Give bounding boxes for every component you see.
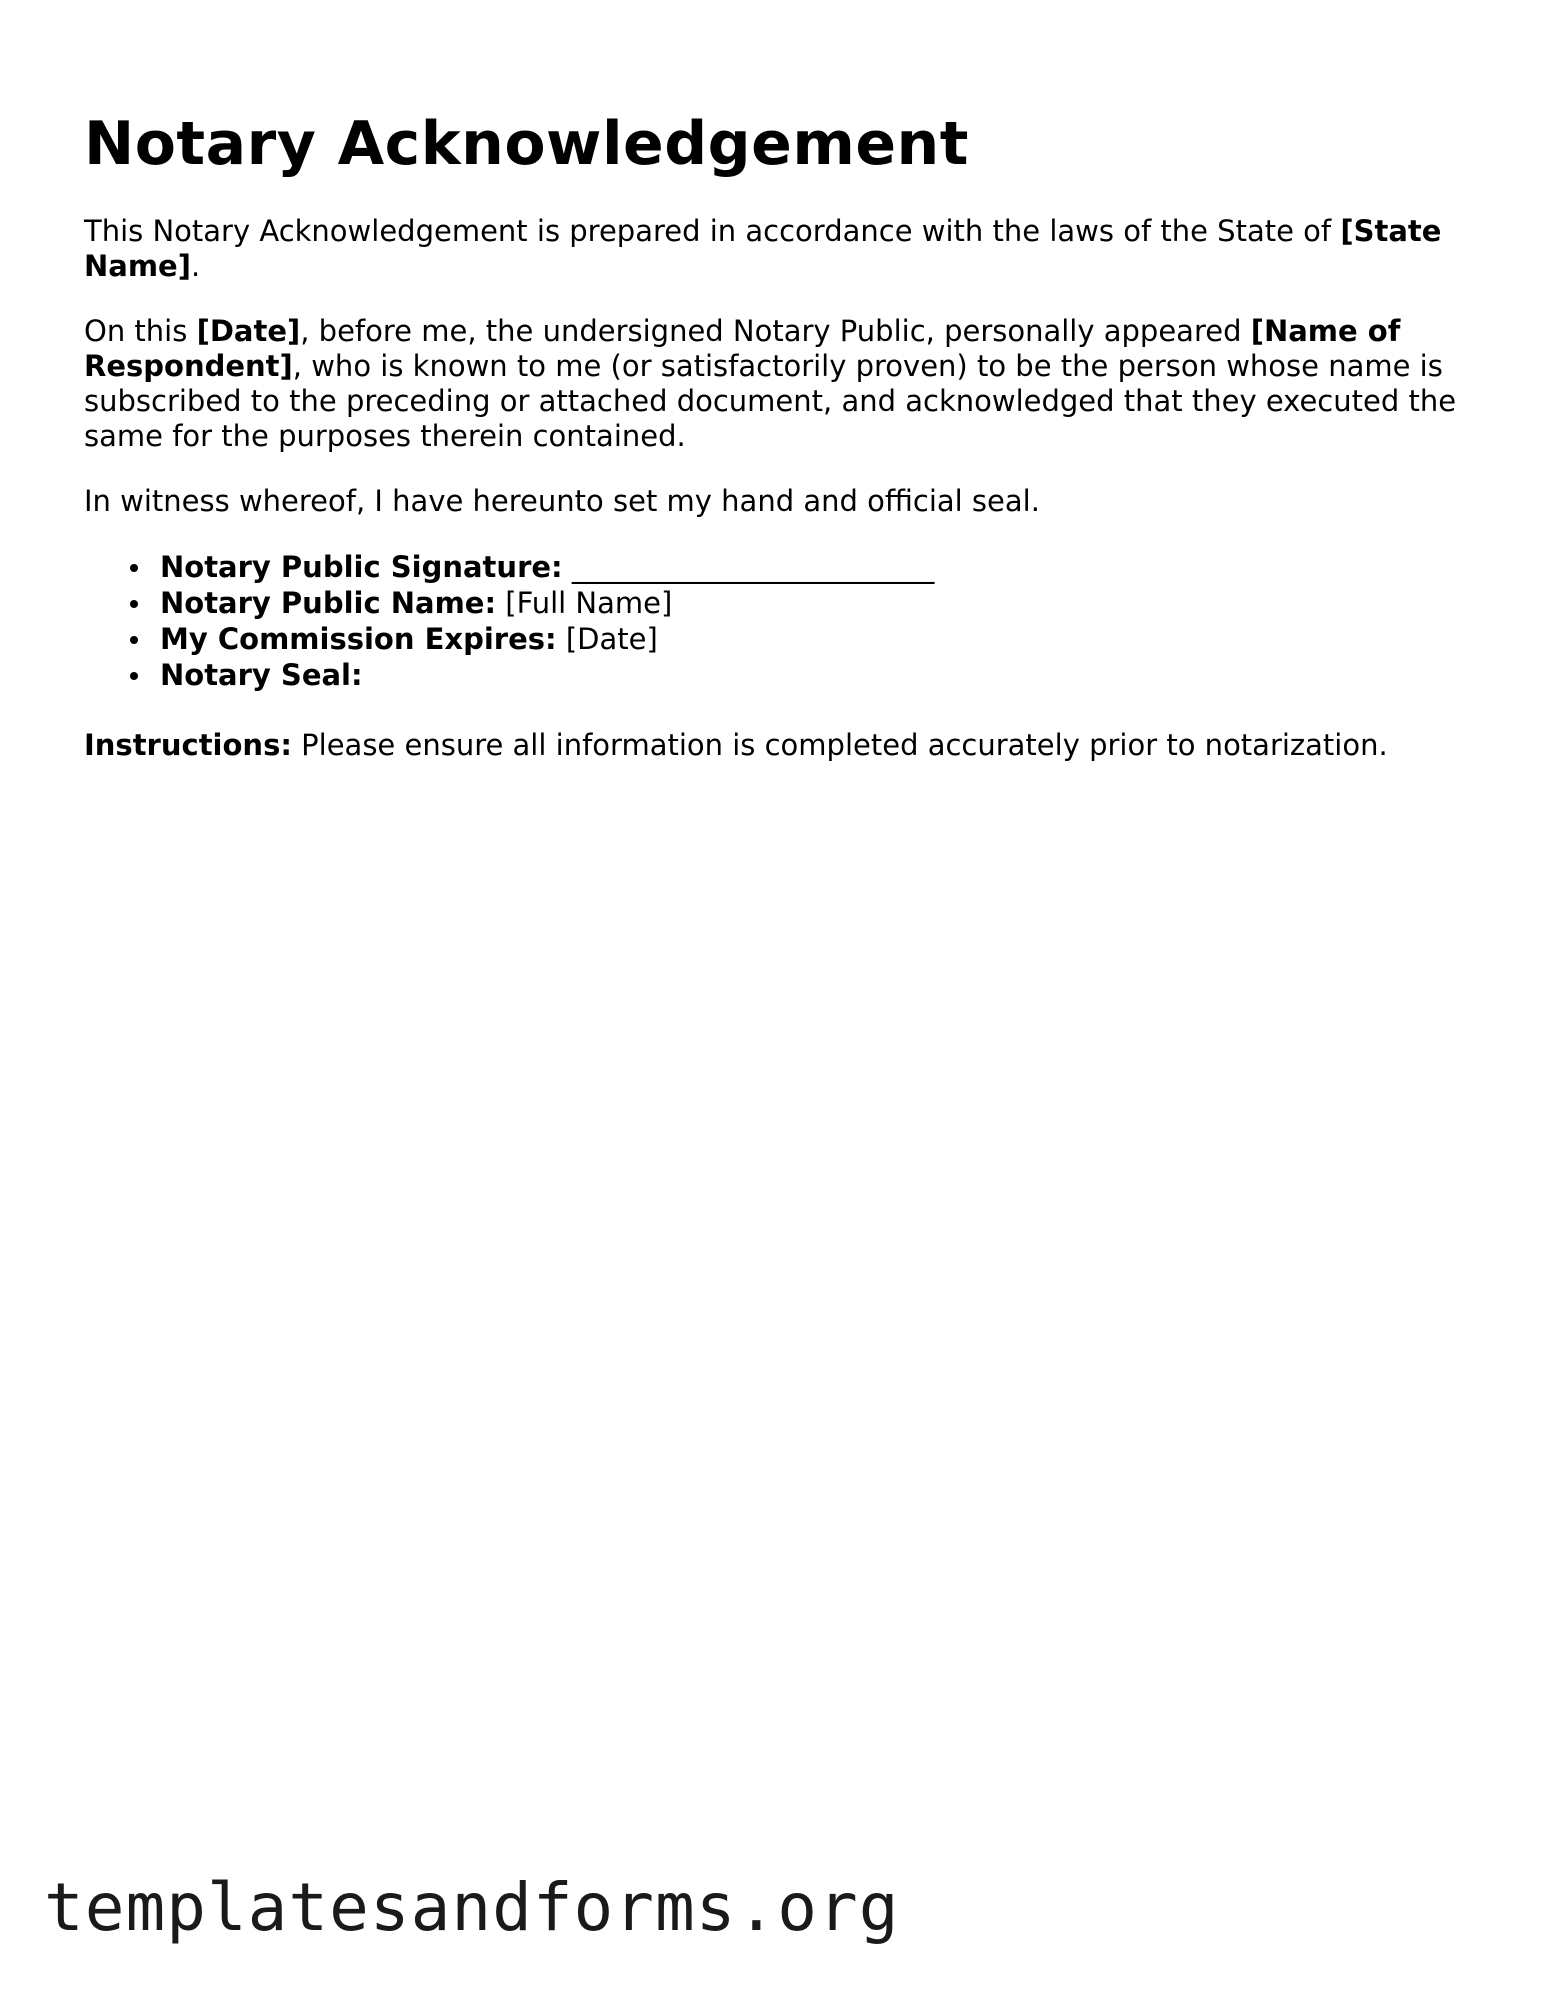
signature-label: Notary Public Signature: xyxy=(160,550,563,584)
notary-name-value: [Full Name] xyxy=(496,586,673,620)
appearance-prefix: On this xyxy=(84,314,197,348)
appearance-middle: , before me, the undersigned Notary Public, personally appeared xyxy=(300,314,1251,348)
signature-line: _________________________ xyxy=(562,550,935,584)
notary-seal-label: Notary Seal: xyxy=(160,658,363,692)
list-item xyxy=(160,621,1464,657)
instructions-label: Instructions: xyxy=(84,728,292,762)
appearance-suffix: , who is known to me (or satisfactorily proven) to be the person whose name is subscribed to the preceding or attached document, and acknowledged that they executed the same for the purposes therein contained. xyxy=(84,349,1457,453)
list-item xyxy=(160,585,1464,621)
commission-expires-value: [Date] xyxy=(556,622,658,656)
appearance-paragraph xyxy=(84,314,1464,454)
notary-name-label: Notary Public Name: xyxy=(160,586,497,620)
instructions-text: Please ensure all information is completed accurately prior to notarization. xyxy=(291,728,1388,762)
respondent-name-placeholder: [Name of Respondent] xyxy=(84,314,1401,383)
watermark: templatesandforms.org xyxy=(44,1869,900,1946)
list-item xyxy=(160,657,1464,693)
list-item xyxy=(160,549,1464,585)
intro-end: . xyxy=(190,249,201,283)
intro-text: This Notary Acknowledgement is prepared in accordance with the laws of the State of xyxy=(84,214,1341,248)
instructions-paragraph xyxy=(84,728,1464,763)
date-placeholder: [Date] xyxy=(196,314,301,348)
witness-paragraph: In witness whereof, I have hereunto set my hand and official seal. xyxy=(84,484,1040,518)
document-page xyxy=(84,104,1464,793)
commission-expires-label: My Commission Expires: xyxy=(160,622,557,656)
document-title: Notary Acknowledgement xyxy=(84,109,969,179)
state-name-placeholder: [State Name] xyxy=(84,214,1442,283)
intro-paragraph xyxy=(84,214,1464,284)
notary-fields-list xyxy=(84,549,1464,693)
